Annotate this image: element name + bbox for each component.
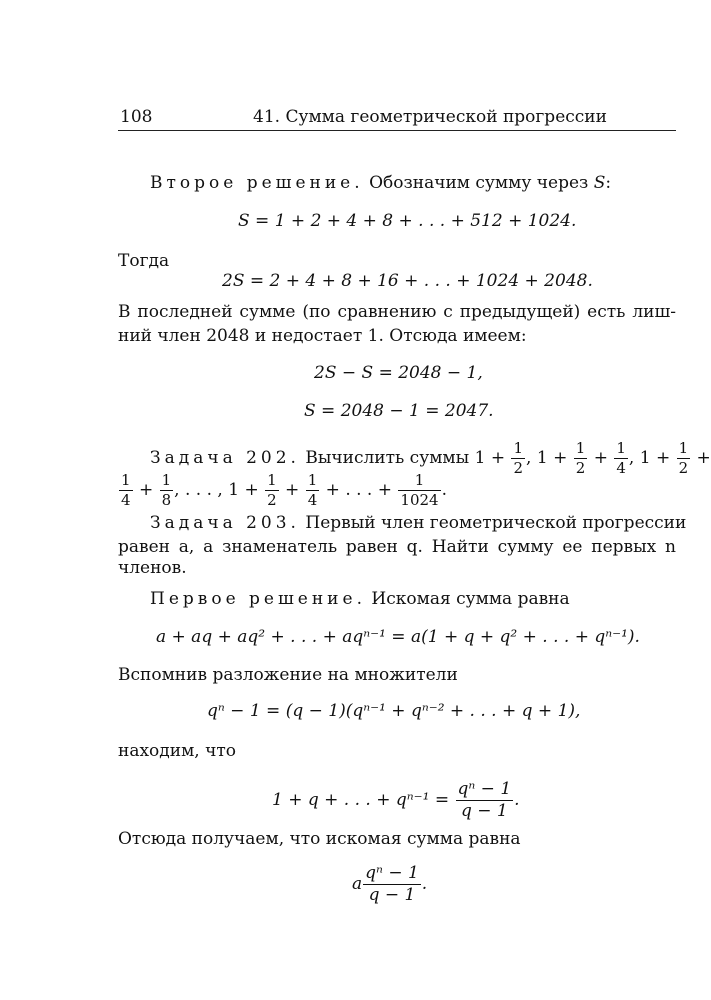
fraction-one-quarter: $\frac{1}{4}$	[616, 439, 626, 477]
ellipsis: . . .	[345, 480, 373, 500]
problem-202-label: Задача 202.	[150, 448, 300, 468]
plus-sign: +	[138, 480, 154, 500]
equation-partial-sum	[272, 776, 520, 824]
problem-203-text: Первый член геометрической прогрессии	[305, 513, 687, 533]
comma: ,	[526, 448, 532, 468]
chapter-title: 41. Сумма геометрической прогрессии	[253, 107, 607, 127]
comma: ,	[174, 480, 180, 500]
plus-sign: +	[244, 480, 259, 500]
second-solution-intro-text: Обозначим сумму через	[369, 173, 589, 193]
period: .	[514, 790, 520, 810]
ellipsis: . . . ,	[184, 480, 223, 500]
plus-sign: +	[553, 448, 568, 468]
term-one: 1	[474, 448, 486, 468]
coefficient-a: a	[352, 874, 363, 894]
second-solution-intro	[150, 172, 611, 194]
plus-sign: +	[655, 448, 671, 468]
fraction-q-n-minus-1-over-q-minus-1: $\frac{\text{qⁿ − 1}}{q - 1}$	[457, 779, 512, 821]
fraction-one-half: $\frac{1}{2}$	[678, 439, 689, 477]
running-header	[118, 106, 676, 131]
second-solution-label: Второе решение.	[150, 173, 364, 193]
equation-factorization: qⁿ − 1 = (q − 1)(qⁿ⁻¹ + qⁿ⁻² + . . . + q + 1),	[207, 701, 581, 721]
period: .	[421, 874, 428, 894]
equation-sum-s: S = 1 + 2 + 4 + 8 + . . . + 512 + 1024.	[238, 211, 577, 231]
fraction-one-quarter: $\frac{1}{4}$	[121, 471, 131, 509]
fraction-final: $\frac{\text{qⁿ − 1}}{q - 1}$	[365, 863, 419, 905]
first-solution-label: Первое решение.	[150, 589, 366, 609]
final-formula	[352, 860, 427, 908]
term-one: 1	[228, 480, 240, 500]
problem-203-line1	[150, 512, 686, 534]
problem-202-line2	[118, 470, 447, 510]
comma: ,	[628, 448, 635, 468]
problem-202-text: Вычислить суммы	[305, 448, 470, 468]
then-word: Тогда	[118, 251, 170, 271]
fraction-one-half: $\frac{1}{2}$	[267, 471, 277, 509]
problem-203-line3: членов.	[118, 558, 187, 578]
fraction-one-half: $\frac{1}{2}$	[513, 439, 524, 477]
equation-geometric-sum: a + aq + aq² + . . . + aqⁿ⁻¹ = a(1 + q + q² + . . . + qⁿ⁻¹).	[156, 627, 640, 647]
plus-sign: +	[377, 480, 392, 500]
first-solution-intro	[150, 588, 570, 610]
variable-s: S	[593, 173, 606, 193]
problem-203-label: Задача 203.	[150, 513, 300, 533]
term-one: 1	[536, 448, 548, 468]
period: .	[441, 480, 447, 500]
fraction-one-quarter: $\frac{1}{4}$	[307, 471, 318, 509]
find-that: находим, что	[118, 741, 236, 761]
plus-sign: +	[593, 448, 608, 468]
conclusion-text: Отсюда получаем, что искомая сумма равна	[118, 829, 521, 849]
plus-sign: +	[490, 448, 506, 468]
first-solution-text: Искомая сумма равна	[371, 589, 570, 609]
equation-double-sum: 2S = 2 + 4 + 8 + 16 + . . . + 1024 + 2048.	[222, 271, 593, 291]
colon: :	[605, 173, 612, 193]
plus-sign: +	[325, 480, 340, 500]
equation-partial-sum-left: 1 + q + . . . + qⁿ⁻¹ =	[272, 790, 450, 810]
equation-difference: 2S − S = 2048 − 1,	[314, 363, 483, 383]
term-one: 1	[639, 448, 651, 468]
plus-sign: +	[285, 480, 300, 500]
fraction-one-eighth: $\frac{1}{8}$	[161, 471, 172, 509]
paragraph-comparison-line2: ний член 2048 и недостает 1. Отсюда имеем:	[118, 326, 527, 346]
equation-result: S = 2048 − 1 = 2047.	[304, 401, 494, 421]
recall-factorization: Вспомнив разложение на множители	[118, 665, 458, 685]
problem-203-line2: равен a, а знаменатель равен q. Найти сумму ее первых n	[118, 537, 676, 557]
fraction-one-half: $\frac{1}{2}$	[575, 439, 586, 477]
fraction-one-over-1024: $\frac{1}{1024}$	[400, 471, 439, 509]
page-number: 108	[120, 107, 153, 127]
plus-sign: +	[696, 448, 711, 468]
paragraph-comparison-line1: В последней сумме (по сравнению с предыдущей) есть лиш-	[118, 302, 676, 322]
